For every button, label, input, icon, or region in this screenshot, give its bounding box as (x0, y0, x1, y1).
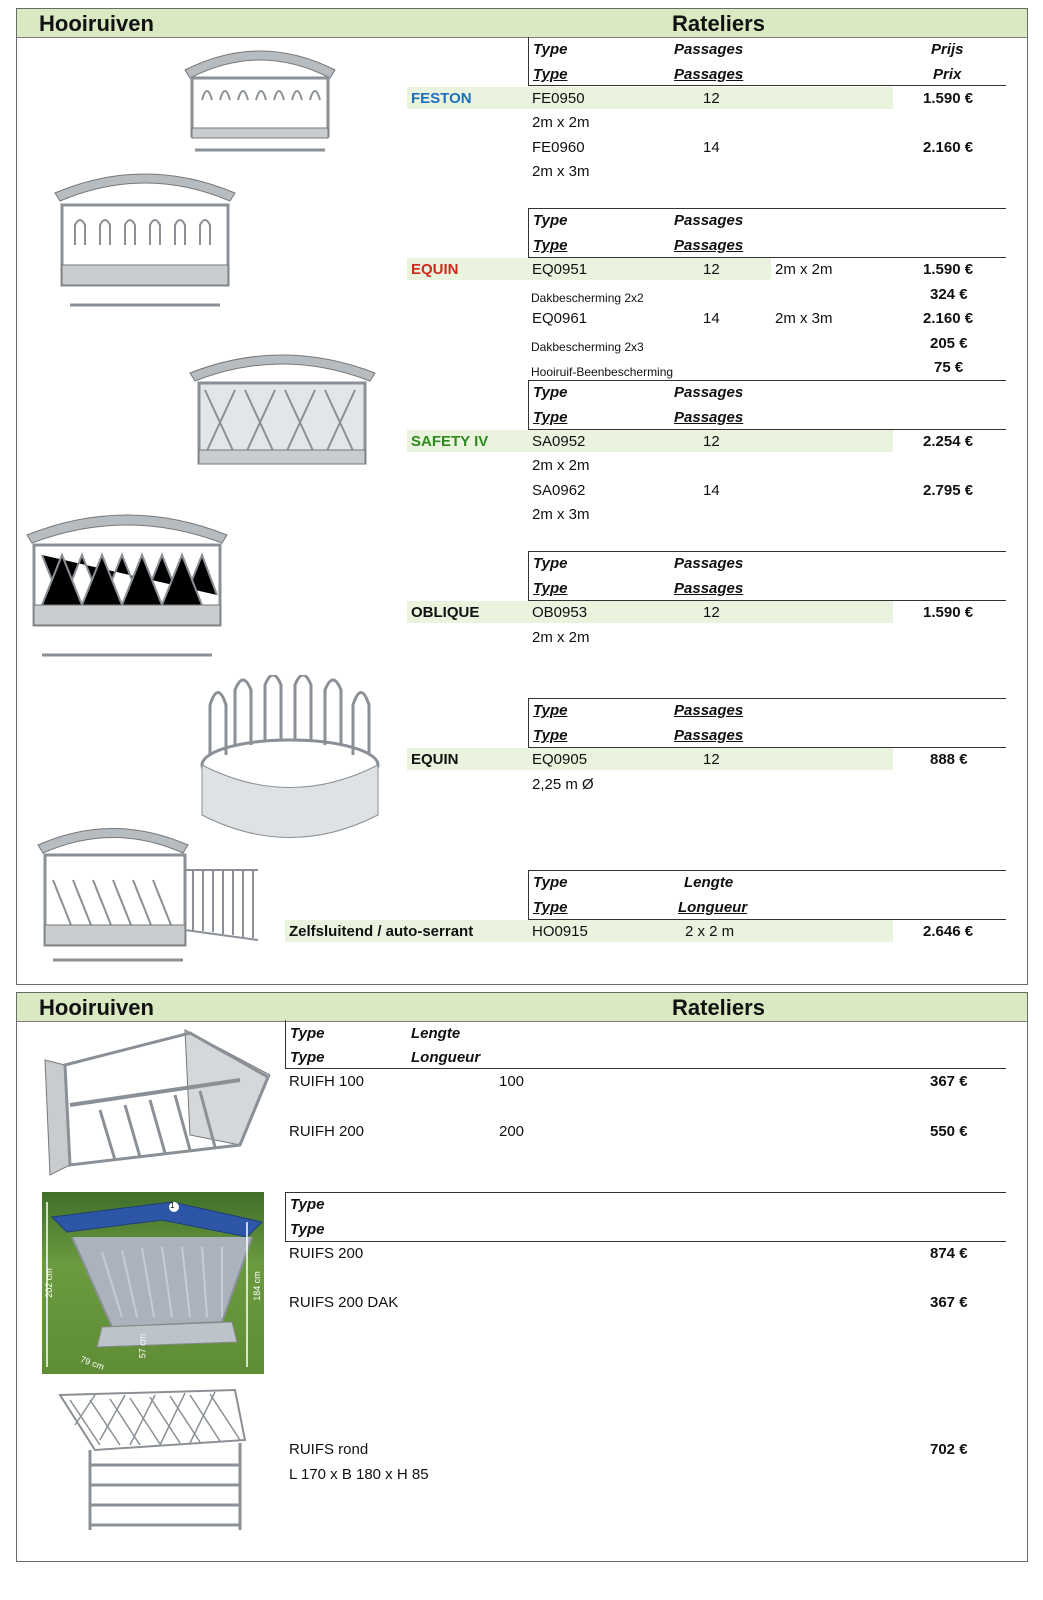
feston-col-type: Type (533, 41, 568, 58)
equin-header-box (528, 208, 1006, 258)
ruifh-row2-len: 200 (499, 1123, 525, 1140)
selfclosing-name: Zelfsluitend / auto-serrant (289, 923, 474, 940)
header-title-left: Hooiruiven (39, 995, 154, 1020)
equin-row1-code: EQ0951 (532, 261, 588, 278)
equin-round-highlight (407, 748, 893, 770)
section-2-header (17, 993, 1027, 1022)
safety-row1-passages: 12 (703, 433, 720, 450)
oblique-col-type-fr: Type (533, 580, 568, 597)
equin-round-row1-price: 888 € (930, 751, 968, 768)
equin-col-type: Type (533, 212, 568, 229)
feston-col-prix: Prix (933, 66, 962, 83)
safety-row2-code: SA0962 (532, 482, 586, 499)
equin-round-col-type-fr: Type (533, 727, 568, 744)
feston-row2-code: FE0960 (532, 139, 585, 156)
equin-row2-passages: 14 (703, 310, 720, 327)
oblique-col-type: Type (533, 555, 568, 572)
safety-row1-dim: 2m x 2m (532, 457, 590, 474)
equin-extra3: Hooiruif-Beenbescherming (531, 365, 674, 379)
safety-rack-image (185, 345, 380, 485)
ruifs-rond-price: 702 € (930, 1441, 968, 1458)
equin-round-row1-code: EQ0905 (532, 751, 588, 768)
ruifs-photo (42, 1192, 264, 1374)
equin-col-passages-fr: Passages (674, 237, 744, 254)
ruifs-row2-price: 367 € (930, 1294, 968, 1311)
oblique-header-box (528, 551, 1006, 601)
feston-row1-dim: 2m x 2m (532, 114, 590, 131)
equin-rack-image (50, 165, 240, 315)
ruifs-row1-code: RUIFS 200 (289, 1245, 364, 1262)
equin-round-header-box (528, 698, 1006, 748)
selfclosing-col-longueur: Longueur (678, 899, 748, 916)
equin-row2-price: 2.160 € (923, 310, 974, 327)
equin-row1-passages: 12 (703, 261, 720, 278)
equin-round-row1-passages: 12 (703, 751, 720, 768)
feston-row1-passages: 12 (703, 90, 720, 107)
feston-row1-code: FE0950 (532, 90, 585, 107)
oblique-col-passages-fr: Passages (674, 580, 744, 597)
oblique-rack-image (22, 505, 232, 665)
equin-row2-dim: 2m x 3m (775, 310, 833, 327)
equin-round-row1-dim: 2,25 m Ø (532, 776, 594, 793)
oblique-highlight (407, 601, 893, 623)
feston-name: FESTON (411, 90, 472, 107)
ruifs-row1-price: 874 € (930, 1245, 968, 1262)
safety-col-passages-fr: Passages (674, 409, 744, 426)
divider (528, 85, 1006, 86)
selfclosing-col-type-fr: Type (533, 899, 568, 916)
selfclosing-row1-code: HO0915 (532, 923, 588, 940)
equin-name: EQUIN (411, 261, 459, 278)
safety-row1-price: 2.254 € (923, 433, 974, 450)
photo-badge: 1 (170, 1201, 175, 1210)
equin-round-col-passages: Passages (674, 702, 744, 719)
feston-col-passages: Passages (674, 41, 744, 58)
feston-row2-passages: 14 (703, 139, 720, 156)
safety-header-box (528, 380, 1006, 430)
feston-col-prijs: Prijs (931, 41, 964, 58)
photo-dim-s: 57 cm (137, 1333, 148, 1359)
feston-row2-dim: 2m x 3m (532, 163, 590, 180)
section-1-header (17, 9, 1027, 38)
ruifs-col-type: Type (290, 1196, 325, 1213)
equin-round-name: EQUIN (411, 751, 459, 768)
selfclosing-row1-len: 2 x 2 m (685, 923, 735, 940)
round-wall-rack-image (55, 1385, 250, 1535)
oblique-row1-dim: 2m x 2m (532, 629, 590, 646)
safety-row2-price: 2.795 € (923, 482, 974, 499)
ruifh-row2-code: RUIFH 200 (289, 1123, 365, 1140)
feston-col-passages-fr: Passages (674, 66, 744, 83)
safety-col-type-fr: Type (533, 409, 568, 426)
ruifh-row1-price: 367 € (930, 1073, 968, 1090)
ruifs-row2-code: RUIFS 200 DAK (289, 1294, 399, 1311)
equin-row1-price: 1.590 € (923, 261, 974, 278)
feston-row2-price: 2.160 € (923, 139, 974, 156)
ruifs-header-box (285, 1192, 1006, 1242)
ruifh-row2-price: 550 € (930, 1123, 968, 1140)
feston-col-type-fr: Type (533, 66, 568, 83)
equin-round-col-passages-fr: Passages (674, 727, 744, 744)
oblique-col-passages: Passages (674, 555, 744, 572)
ruifs-rond-code: RUIFS rond (289, 1441, 369, 1458)
header-title-left: Hooiruiven (39, 11, 154, 36)
photo-dim-h1: 202 cm (43, 1268, 54, 1298)
safety-col-passages: Passages (674, 384, 744, 401)
feston-rack-image (180, 40, 340, 160)
ruifh-col-type-fr: Type (290, 1049, 325, 1066)
selfclosing-col-type: Type (533, 874, 568, 891)
feston-highlight (407, 87, 893, 109)
ruifh-col-longueur: Longueur (411, 1049, 481, 1066)
ruifs-col-type-fr: Type (290, 1221, 325, 1238)
equin-row2-extra: Dakbescherming 2x3 (531, 340, 644, 354)
equin-extra3-price: 75 € (934, 359, 964, 376)
selfclosing-col-lengte: Lengte (684, 874, 734, 891)
wall-rack-image (40, 1025, 275, 1185)
ruifh-header-box (285, 1020, 1006, 1069)
photo-dim-h2: 184 cm (251, 1271, 262, 1301)
equin-col-type-fr: Type (533, 237, 568, 254)
ruifs-rond-dim: L 170 x B 180 x H 85 (289, 1466, 429, 1483)
safety-row1-code: SA0952 (532, 433, 586, 450)
equin-round-col-type: Type (533, 702, 568, 719)
equin-row1-dim: 2m x 2m (775, 261, 833, 278)
ruifh-row1-code: RUIFH 100 (289, 1073, 365, 1090)
safety-row2-passages: 14 (703, 482, 720, 499)
ruifh-row1-len: 100 (499, 1073, 525, 1090)
safety-name: SAFETY IV (411, 433, 489, 450)
oblique-row1-code: OB0953 (532, 604, 588, 621)
oblique-name: OBLIQUE (411, 604, 480, 621)
selfclosing-row1-price: 2.646 € (923, 923, 974, 940)
safety-col-type: Type (533, 384, 568, 401)
selfclosing-header-box (528, 870, 1006, 920)
feston-row1-price: 1.590 € (923, 90, 974, 107)
equin-row1-extra: Dakbescherming 2x2 (531, 291, 644, 305)
photo-dim-w: 79 cm (79, 1354, 106, 1372)
oblique-row1-price: 1.590 € (923, 604, 974, 621)
selfclosing-rack-image (33, 820, 263, 970)
equin-row1-extra-price: 324 € (930, 286, 968, 303)
ruifh-col-type: Type (290, 1025, 325, 1042)
safety-row2-dim: 2m x 3m (532, 506, 590, 523)
ruifh-col-lengte: Lengte (411, 1025, 461, 1042)
equin-col-passages: Passages (674, 212, 744, 229)
equin-row2-extra-price: 205 € (930, 335, 968, 352)
header-title-right: Rateliers (672, 995, 765, 1020)
oblique-row1-passages: 12 (703, 604, 720, 621)
header-title-right: Rateliers (672, 11, 765, 36)
equin-row2-code: EQ0961 (532, 310, 588, 327)
